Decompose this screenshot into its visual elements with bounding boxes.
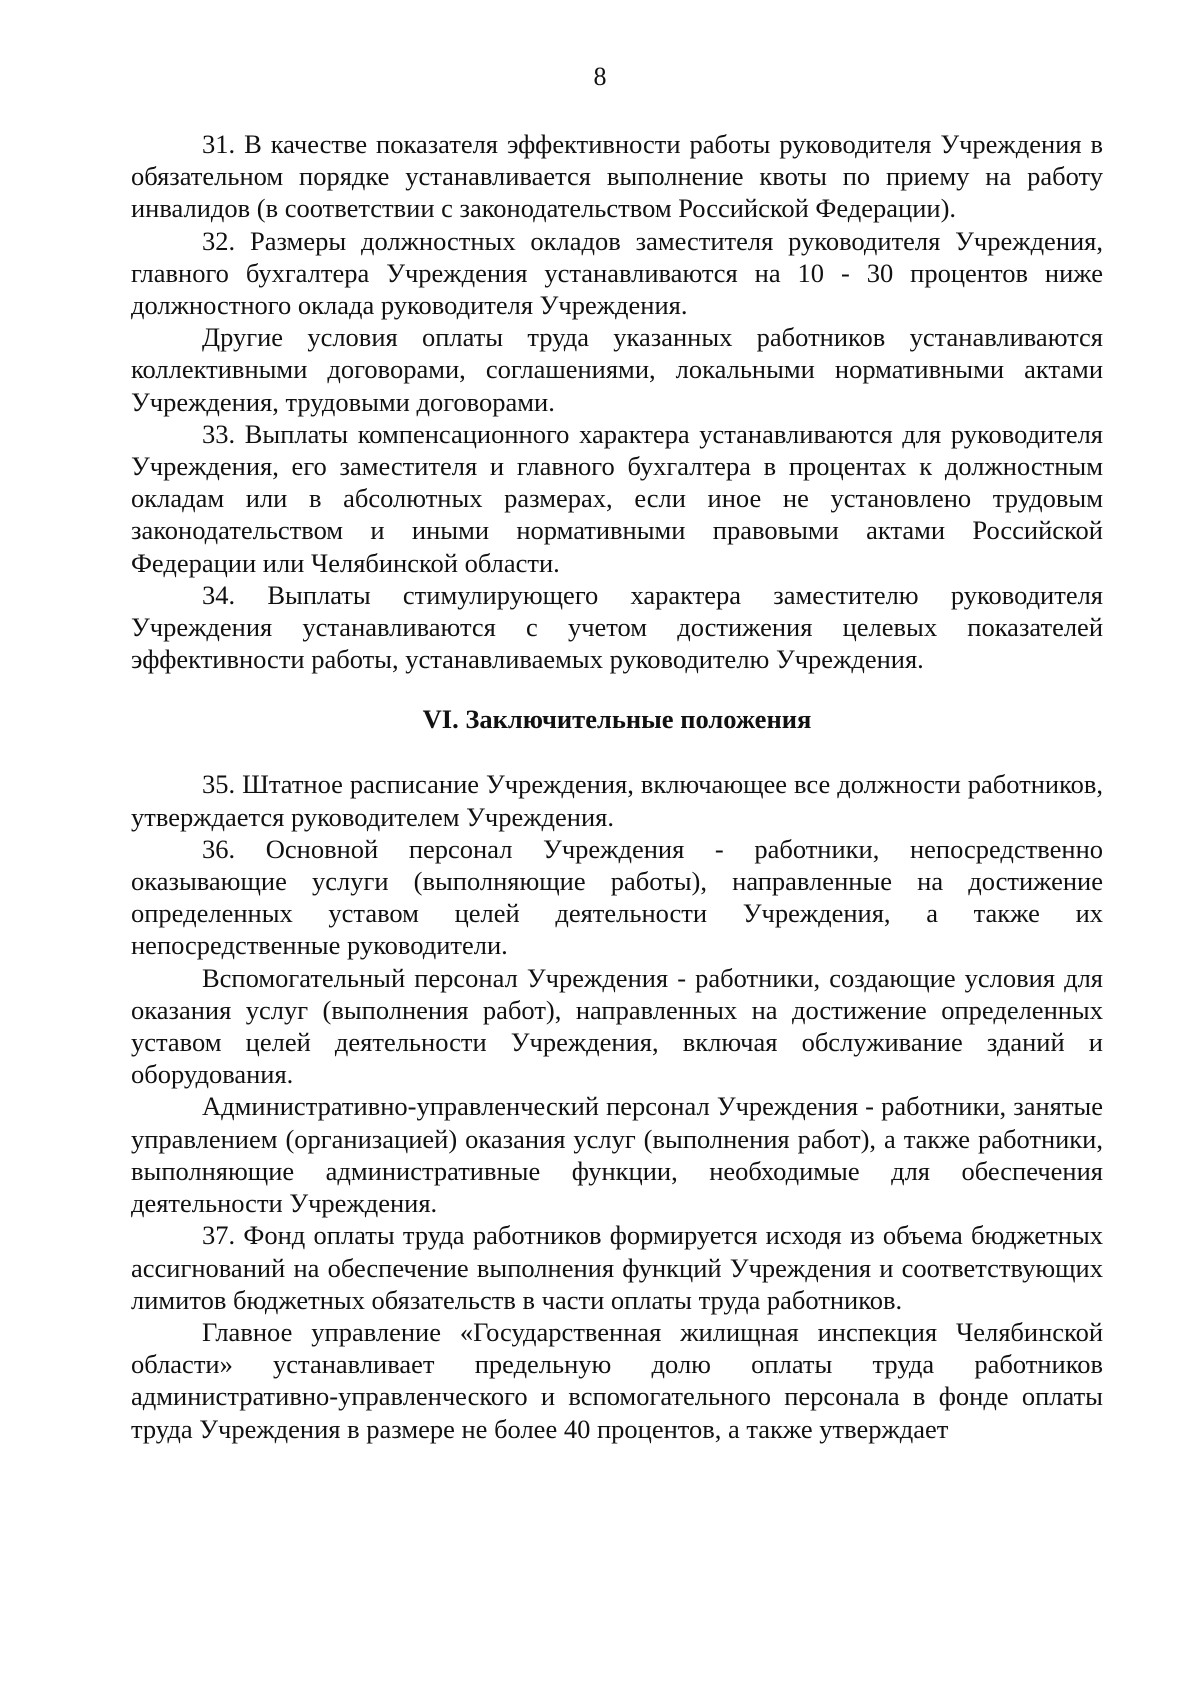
paragraph-31: 31. В качестве показателя эффективности работы руководителя Учреждения в обязательном порядке устанавливается выполнение квоты по приему на работу инвалидов (в соответствии с законодательством Российской Федерации). — [131, 129, 1103, 224]
section-heading: VI. Заключительные положения — [422, 704, 812, 735]
paragraph-34: 34. Выплаты стимулирующего характера заместителю руководителя Учреждения устанавливаются с учетом достижения целевых показателей эффективности работы, устанавливаемых руководителю Учреждения. — [131, 579, 1103, 675]
paragraph-main-directorate: Главное управление «Государственная жилищная инспекция Челябинской области» устанавливает предельную долю оплаты труда работников административно-управленческого и вспомогательного персонала в фонде оплаты труда Учреждения в размере не более 40 процентов, а также утверждает — [131, 1316, 1103, 1444]
paragraph-35: 35. Штатное расписание Учреждения, включающее все должности работников, утверждается руководителем Учреждения. — [131, 769, 1103, 832]
paragraph-32: 32. Размеры должностных окладов заместителя руководителя Учреждения, главного бухгалтера Учреждения устанавливаются на 10 - 30 процентов ниже должностного оклада руководителя Учреждения. — [131, 225, 1103, 321]
document-body — [131, 128, 1103, 1445]
paragraph-33: 33. Выплаты компенсационного характера устанавливаются для руководителя Учреждения, его заместителя и главного бухгалтера в процентах к должностным окладам или в абсолютных размерах, если иное не установлено трудовым законодательством и иными нормативными правовыми актами Российской Федерации или Челябинской области. — [131, 418, 1103, 578]
paragraph-36: 36. Основной персонал Учреждения - работники, непосредственно оказывающие услуги (выполняющие работы), направленные на достижение определенных уставом целей деятельности Учреждения, а также их непосредственные руководители. — [131, 833, 1103, 961]
page-number: 8 — [593, 62, 607, 91]
paragraph-37: 37. Фонд оплаты труда работников формируется исходя из объема бюджетных ассигнований на обеспечение выполнения функций Учреждения и соответствующих лимитов бюджетных обязательств в части оплаты труда работников. — [131, 1220, 1103, 1315]
paragraph-auxiliary-staff: Вспомогательный персонал Учреждения - работники, создающие условия для оказания услуг (выполнения работ), направленных на достижение определенных уставом целей деятельности Учреждения, включая обслуживание зданий и оборудования. — [131, 962, 1103, 1090]
paragraph-other-conditions: Другие условия оплаты труда указанных работников устанавливаются коллективными договорами, соглашениями, локальными нормативными актами Учреждения, трудовыми договорами. — [131, 322, 1103, 417]
paragraph-admin-staff: Административно-управленческий персонал Учреждения - работники, занятые управлением (организацией) оказания услуг (выполнения работ), а также работники, выполняющие административные функции, необходимые для обеспечения деятельности Учреждения. — [131, 1091, 1103, 1219]
